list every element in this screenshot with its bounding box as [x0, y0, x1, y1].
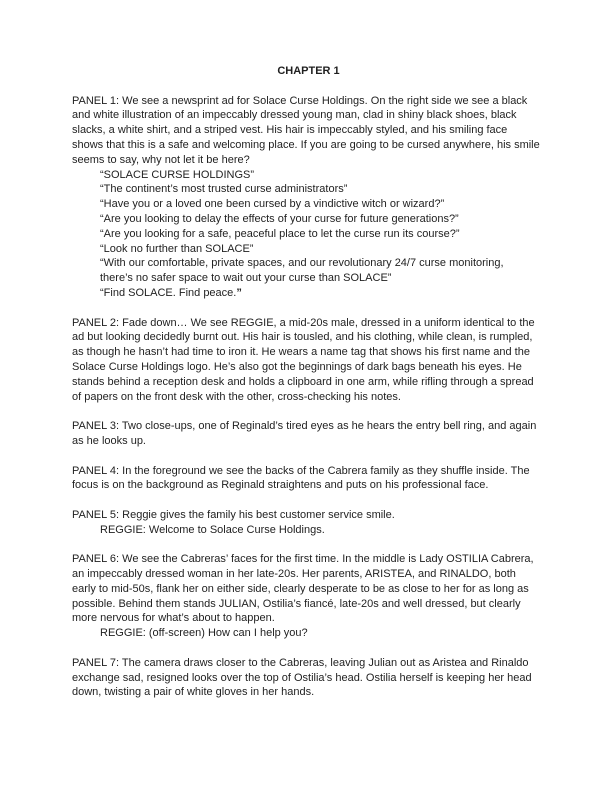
script-line: PANEL 6: We see the Cabreras’ faces for the first time. In the middle is Lady OSTILIA Cabrera, [72, 553, 534, 566]
script-line: “Are you looking for a safe, peaceful place to let the curse run its course?” [100, 227, 460, 240]
blank-line [72, 404, 545, 419]
script-line: more nervous for what’s about to happen. [72, 612, 275, 625]
script-line: stands behind a reception desk and holds a clipboard in one arm, while rifling through a spread [72, 375, 534, 388]
script-line: PANEL 2: Fade down… We see REGGIE, a mid-20s male, dressed in a uniform identical to the [72, 316, 535, 329]
blank-line [72, 641, 545, 656]
script-line: REGGIE: (off-screen) How can I help you? [100, 627, 308, 640]
script-line: exchange sad, resigned looks over the top of Ostilia’s head. Ostilia herself is keeping her head [72, 671, 532, 684]
chapter-title: CHAPTER 1 [277, 65, 340, 77]
script-line: “With our comfortable, private spaces, and our revolutionary 24/7 curse monitoring, [100, 257, 504, 270]
blank-line [72, 493, 545, 508]
script-line: of papers on the front desk with the other, cross-checking his notes. [72, 390, 401, 403]
script-line: “SOLACE CURSE HOLDINGS” [100, 168, 255, 181]
script-line: PANEL 4: In the foreground we see the backs of the Cabrera family as they shuffle inside. The [72, 464, 530, 477]
script-line: “Look no further than SOLACE” [100, 242, 254, 255]
blank-line [72, 538, 545, 553]
script-line: seems to say, why not let it be here? [72, 153, 250, 166]
bold-text: ” [236, 286, 242, 299]
script-line: PANEL 1: We see a newsprint ad for Solace Curse Holdings. On the right side we see a black [72, 94, 528, 107]
script-line: as though he hasn’t had time to iron it. He wears a name tag that shows his first name and the [72, 346, 530, 359]
script-lines [72, 94, 545, 701]
blank-line [72, 449, 545, 464]
script-line: possible. Behind them stands JULIAN, Ostilia’s fiancé, late-20s and well dressed, but clearly [72, 597, 521, 610]
script-line: down, twisting a pair of white gloves in her hands. [72, 686, 315, 699]
script-line: “The continent’s most trusted curse administrators” [100, 183, 348, 196]
script-line: “Are you looking to delay the effects of your curse for future generations?” [100, 212, 459, 225]
script-line: shows that this is a safe and welcoming place. If you are going to be cursed anywhere, his smile [72, 138, 540, 151]
script-line: PANEL 5: Reggie gives the family his best customer service smile. [72, 508, 395, 521]
script-line: focus is on the background as Reginald straightens and puts on his professional face. [72, 479, 489, 492]
script-line: slacks, a white shirt, and a striped vest. His hair is impeccably styled, and his smiling face [72, 124, 508, 137]
script-line: as he looks up. [72, 434, 146, 447]
script-line: “Have you or a loved one been cursed by a vindictive witch or wizard?” [100, 198, 445, 211]
script-line: there’s no safer space to wait out your curse than SOLACE” [100, 272, 392, 285]
blank-line [72, 301, 545, 316]
script-line: PANEL 7: The camera draws closer to the Cabreras, leaving Julian out as Aristea and Rinaldo [72, 656, 529, 669]
script-line: Solace Curse Holdings logo. He’s also got the beginnings of dark bags beneath his eyes. He [72, 360, 522, 373]
script-line: ad but looking decidedly burnt out. His hair is tousled, and his clothing, while clean, is rumpled, [72, 331, 533, 344]
script-line: REGGIE: Welcome to Solace Curse Holdings. [100, 523, 325, 536]
script-line: early to mid-50s, flank her on either side, clearly desperate to be as close to her for as long as [72, 582, 529, 595]
script-line: PANEL 3: Two close-ups, one of Reginald’s tired eyes as he hears the entry bell ring, and again [72, 420, 537, 433]
script-line: an impeccably dressed woman in her late-20s. Her parents, ARISTEA, and RINALDO, both [72, 568, 516, 581]
script-line: “Find SOLACE. Find peace.” [100, 286, 242, 299]
script-line: and white illustration of an impeccably dressed young man, clad in shiny black shoes, black [72, 109, 517, 122]
